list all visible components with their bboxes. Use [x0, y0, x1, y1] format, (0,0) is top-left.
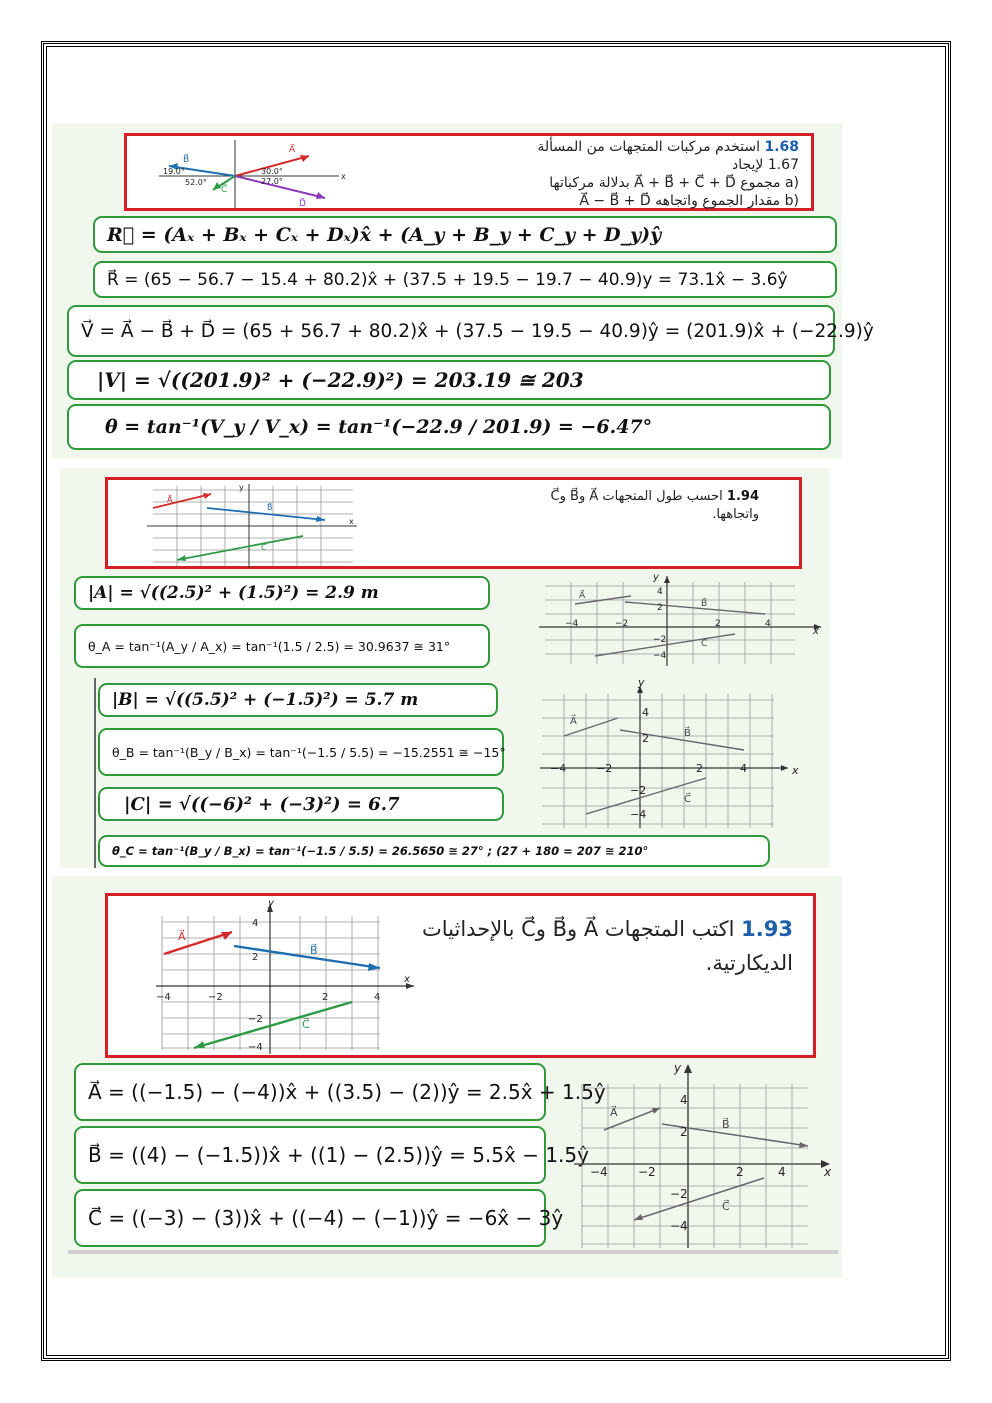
- label-angle-27: 27.0°: [261, 177, 283, 186]
- label-b-168: B⃗: [183, 155, 190, 165]
- tick-y-neg2-b: −2: [630, 784, 647, 797]
- tick-y-4-193h: 4: [252, 918, 259, 929]
- vector-diagram-168: [149, 138, 349, 210]
- graph-194-header: [143, 482, 363, 568]
- label-y-194-header: y: [239, 483, 244, 492]
- vector-b-194-a: [625, 602, 765, 614]
- tick-x-neg4-a: −4: [565, 619, 579, 629]
- label-b-194-header: B⃗: [267, 503, 273, 512]
- graph-194-a: [535, 572, 825, 668]
- tick-x-neg4-b: −4: [550, 762, 567, 775]
- tick-y-neg2-a: −2: [653, 635, 667, 645]
- tick-x-2-193s: 2: [736, 1165, 744, 1179]
- label-c-194-a: C⃗: [701, 639, 708, 649]
- equation-theta-c: θ_C = tan⁻¹(B_y / B_x) = tan⁻¹(−1.5 / 5.5) = 26.5650 ≅ 27° ; (27 + 180 = 207 ≅ 210°: [98, 835, 770, 867]
- tick-x-neg2-193s: −2: [638, 1165, 656, 1179]
- tick-y-2-b: 2: [642, 732, 649, 745]
- label-c-193-solution: C⃗: [722, 1200, 730, 1213]
- tick-x-neg2-193h: −2: [208, 992, 223, 1003]
- axis-x-b: x: [792, 764, 799, 777]
- section-193-bottom-bar: [68, 1250, 838, 1254]
- graph-193-solution: [572, 1060, 842, 1250]
- label-c-168: C⃗: [221, 185, 228, 195]
- label-b-193-solution: B⃗: [722, 1118, 730, 1131]
- axis-x-193h: x: [404, 974, 410, 985]
- tick-x-4-b: 4: [740, 762, 747, 775]
- label-b-193-header: B⃗: [310, 944, 318, 957]
- problem-194-line1: احسب طول المتجهات A⃗ وB⃗ وC⃗: [550, 489, 723, 504]
- equation-v-magnitude: |V| = √((201.9)² + (−22.9)²) = 203.19 ≅ 203: [67, 360, 831, 400]
- tick-y-neg4-193s: −4: [670, 1219, 688, 1233]
- axis-x-193s: x: [824, 1165, 832, 1179]
- problem-193-number: 1.93: [741, 917, 793, 941]
- vector-a-193-header: [164, 932, 232, 954]
- section-194-left-bar: [94, 678, 96, 868]
- tick-x-neg2-a: −2: [615, 619, 629, 629]
- problem-193-statement-box: [105, 893, 816, 1058]
- problem-194-text: [551, 488, 759, 524]
- equation-r-numeric: R⃗ = (65 − 56.7 − 15.4 + 80.2)x̂ + (37.5 + 19.5 − 19.7 − 40.9)y = 73.1x̂ − 3.6ŷ: [93, 261, 837, 298]
- axis-y-b: y: [638, 676, 645, 689]
- problem-193-line1: اكتب المتجهات A⃗ وB⃗ وC⃗ بالإحداثيات: [422, 917, 735, 941]
- problem-193-text: [422, 912, 793, 980]
- problem-168-line-a: (a مجموع A⃗ + B⃗ + C⃗ + D⃗ بدلالة مركباتها: [549, 175, 799, 191]
- vector-c-193-solution: [634, 1178, 764, 1220]
- problem-168-statement-box: [124, 133, 814, 211]
- label-c-194-header: C⃗: [261, 543, 267, 552]
- tick-y-neg2-193h: −2: [248, 1014, 263, 1025]
- tick-x-2-193h: 2: [322, 992, 329, 1003]
- label-c-194-b: C⃗: [684, 794, 691, 805]
- vector-a-194-header: [153, 494, 211, 508]
- equation-theta-b: θ_B = tan⁻¹(B_y / B_x) = tan⁻¹(−1.5 / 5.5) = −15.2551 ≅ −15°: [98, 728, 504, 776]
- tick-x-neg4-193s: −4: [590, 1165, 608, 1179]
- equation-a-magnitude: |A| = √((2.5)² + (1.5)²) = 2.9 m: [74, 576, 490, 610]
- equation-b-cartesian: B⃗ = ((4) − (−1.5))x̂ + ((1) − (2.5))ŷ = 5.5x̂ − 1.5ŷ: [74, 1126, 546, 1184]
- label-a-194-b: A⃗: [570, 716, 577, 727]
- tick-x-neg2-b: −2: [596, 762, 613, 775]
- tick-x-4-a: 4: [765, 619, 771, 629]
- tick-y-neg4-193h: −4: [248, 1042, 263, 1053]
- problem-194-statement-box: [105, 477, 802, 569]
- tick-x-4-193s: 4: [778, 1165, 786, 1179]
- label-angle-52: 52.0°: [185, 178, 207, 187]
- equation-c-magnitude: |C| = √((−6)² + (−3)²) = 6.7: [98, 787, 504, 821]
- tick-y-neg2-193s: −2: [670, 1187, 688, 1201]
- problem-194-number: 1.94: [726, 489, 759, 504]
- label-d-168: D⃗: [299, 199, 306, 209]
- vector-c-194-header: [177, 536, 303, 560]
- axis-y-193s: y: [674, 1061, 682, 1075]
- equation-v-vector: V⃗ = A⃗ − B⃗ + D⃗ = (65 + 56.7 + 80.2)x̂ + (37.5 − 19.5 − 40.9)ŷ = (201.9)x̂ + (−22.9)ŷ: [67, 305, 835, 357]
- problem-168-line1: استخدم مركبات المتجهات من المسألة: [537, 139, 760, 155]
- axis-x-a: x: [813, 626, 819, 637]
- label-angle-19: 19.0°: [163, 167, 185, 176]
- tick-x-neg4-193h: −4: [156, 992, 171, 1003]
- label-a-194-a: A⃗: [579, 591, 586, 601]
- tick-x-2-a: 2: [715, 619, 721, 629]
- tick-x-4-193h: 4: [374, 992, 381, 1003]
- equation-r-general: R⃗ = (Aₓ + Bₓ + Cₓ + Dₓ)x̂ + (A_y + B_y + C_y + D_y)ŷ: [93, 216, 837, 253]
- equation-a-cartesian: A⃗ = ((−1.5) − (−4))x̂ + ((3.5) − (2))ŷ = 2.5x̂ + 1.5ŷ: [74, 1063, 546, 1121]
- label-c-193-header: C⃗: [302, 1018, 310, 1031]
- label-b-194-b: B⃗: [684, 728, 691, 739]
- problem-168-line-b: (b مقدار الجموع واتجاهه A⃗ − B⃗ + D⃗: [579, 193, 799, 209]
- problem-168-number: 1.68: [764, 139, 799, 155]
- label-angle-30: 30.0°: [261, 167, 283, 176]
- problem-168-text: [537, 138, 799, 210]
- tick-y-2-193h: 2: [252, 952, 259, 963]
- label-x-194-header: x: [349, 517, 354, 526]
- equation-theta-a: θ_A = tan⁻¹(A_y / A_x) = tan⁻¹(1.5 / 2.5) = 30.9637 ≅ 31°: [74, 624, 490, 668]
- axis-y-193h: y: [268, 898, 274, 909]
- tick-y-4-a: 4: [657, 587, 663, 597]
- problem-193-line2: الديكارتية.: [705, 951, 793, 975]
- graph-193-header: [150, 898, 420, 1056]
- vector-c-193-header: [194, 1002, 352, 1048]
- vector-b-194-b: [620, 730, 744, 750]
- tick-y-neg4-b: −4: [630, 808, 647, 821]
- tick-y-2-a: 2: [657, 603, 663, 613]
- tick-y-4-193s: 4: [680, 1093, 688, 1107]
- tick-y-neg4-a: −4: [653, 651, 667, 661]
- label-a-194-header: A⃗: [167, 495, 173, 504]
- label-a-168: A⃗: [289, 145, 296, 155]
- equation-theta-168: θ = tan⁻¹(V_y / V_x) = tan⁻¹(−22.9 / 201.9) = −6.47°: [67, 404, 831, 450]
- tick-y-4-b: 4: [642, 706, 649, 719]
- axis-y-a: y: [653, 572, 659, 583]
- problem-194-line2: واتجاهها.: [712, 507, 759, 522]
- tick-x-2-b: 2: [696, 762, 703, 775]
- problem-168-ref: 1.67 لإيجاد: [731, 157, 799, 173]
- label-a-193-header: A⃗: [178, 930, 186, 943]
- label-a-193-solution: A⃗: [610, 1106, 618, 1119]
- label-x-168: x: [341, 172, 346, 181]
- label-b-194-a: B⃗: [701, 599, 708, 609]
- equation-b-magnitude: |B| = √((5.5)² + (−1.5)²) = 5.7 m: [98, 683, 498, 717]
- tick-y-2-193s: 2: [680, 1125, 688, 1139]
- graph-194-b: [534, 678, 814, 828]
- equation-c-cartesian: C⃗ = ((−3) − (3))x̂ + ((−4) − (−1))ŷ = −6x̂ − 3ŷ: [74, 1189, 546, 1247]
